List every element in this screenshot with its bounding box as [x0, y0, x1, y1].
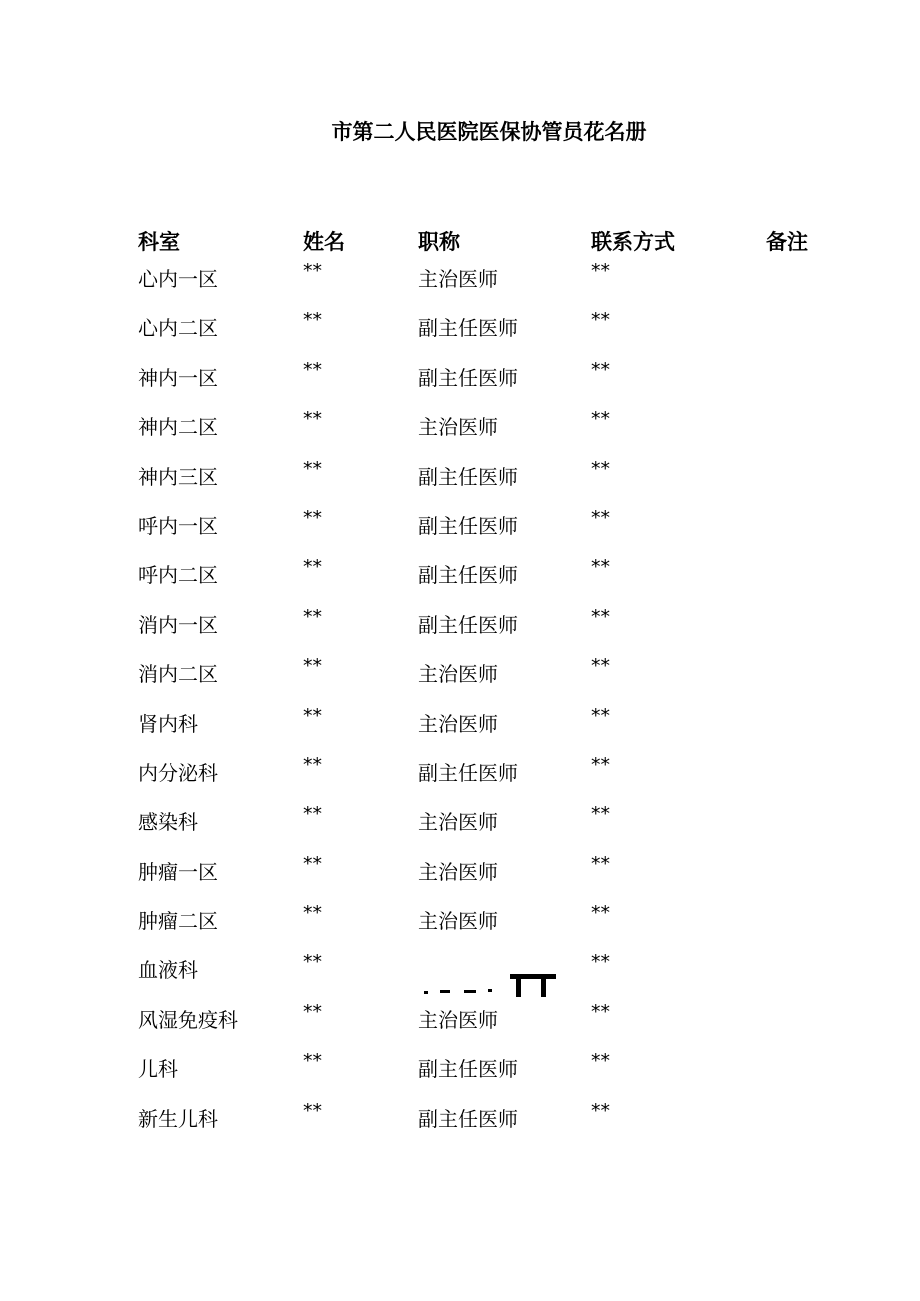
header-contact: 联系方式	[591, 230, 675, 254]
contact-cell: **	[591, 655, 610, 678]
title-cell: 副主任医师	[418, 513, 518, 538]
dept-cell: 血液科	[138, 958, 198, 983]
name-cell: **	[303, 605, 322, 628]
header-name: 姓名	[303, 230, 345, 254]
name-cell: **	[303, 753, 322, 776]
contact-cell: **	[591, 358, 610, 381]
dept-cell: 新生儿科	[138, 1106, 218, 1131]
contact-cell: **	[591, 753, 610, 776]
table-row	[0, 852, 920, 905]
title-cell: 副主任医师	[418, 760, 518, 785]
table-row	[0, 358, 920, 411]
name-cell: **	[303, 902, 322, 925]
contact-cell: **	[591, 408, 610, 431]
title-cell: 副主任医师	[418, 1057, 518, 1082]
title-cell: 副主任医师	[418, 316, 518, 341]
name-cell: **	[303, 1000, 322, 1023]
table-row	[0, 506, 920, 559]
title-cell: 主治医师	[418, 267, 498, 291]
contact-cell: **	[591, 1050, 610, 1073]
title-cell: 主治医师	[418, 1007, 498, 1032]
dept-cell: 风湿免疫科	[138, 1007, 238, 1032]
dept-cell: 神内二区	[138, 415, 218, 440]
dept-cell: 感染科	[138, 810, 198, 835]
name-cell: **	[303, 260, 322, 282]
name-cell: **	[303, 408, 322, 431]
contact-cell: **	[591, 556, 610, 579]
dept-cell: 神内三区	[138, 464, 218, 489]
name-cell: **	[303, 556, 322, 579]
contact-cell: **	[591, 260, 610, 282]
contact-cell: **	[591, 803, 610, 826]
page-title: 市第二人民医院医保协管员花名册	[331, 120, 647, 144]
name-cell: **	[303, 1050, 322, 1073]
header-title: 职称	[418, 230, 460, 254]
table-row	[0, 408, 920, 460]
contact-cell: **	[591, 309, 610, 332]
dept-cell: 呼内二区	[138, 563, 218, 588]
contact-cell: **	[591, 951, 610, 974]
dept-cell: 心内二区	[138, 316, 218, 341]
title-cell: 主治医师	[418, 859, 498, 884]
name-cell: **	[303, 457, 322, 480]
title-cell: 主治医师	[418, 711, 498, 736]
dept-cell: 呼内一区	[138, 513, 218, 538]
dept-cell: 神内一区	[138, 365, 218, 390]
table-row	[0, 1000, 920, 1053]
contact-cell: **	[591, 605, 610, 628]
header-note: 备注	[766, 230, 808, 254]
name-cell: **	[303, 1099, 322, 1122]
title-cell: 副主任医师	[418, 1106, 518, 1131]
contact-cell: **	[591, 1000, 610, 1023]
title-cell: 副主任医师	[418, 563, 518, 588]
table-row	[0, 1099, 920, 1152]
table-row	[0, 951, 920, 1003]
title-cell: 主治医师	[418, 415, 498, 440]
name-cell: **	[303, 951, 322, 974]
contact-cell: **	[591, 704, 610, 727]
table-row	[0, 902, 920, 954]
name-cell: **	[303, 506, 322, 529]
name-cell: **	[303, 309, 322, 332]
dept-cell: 肿瘤二区	[138, 909, 218, 934]
contact-cell: **	[591, 457, 610, 480]
dept-cell: 肾内科	[138, 711, 198, 736]
contact-cell: **	[591, 852, 610, 875]
dept-cell: 肿瘤一区	[138, 859, 218, 884]
table-row	[0, 753, 920, 806]
dept-cell: 消内二区	[138, 662, 218, 687]
table-body	[0, 260, 920, 1152]
title-cell: 副主任医师	[418, 464, 518, 489]
table-row	[0, 704, 920, 757]
dept-cell: 心内一区	[138, 267, 218, 291]
name-cell: **	[303, 803, 322, 826]
table-row	[0, 655, 920, 707]
title-cell: 主治医师	[418, 810, 498, 835]
title-cell: 副主任医师	[418, 612, 518, 637]
table-row	[0, 309, 920, 361]
title-cell: 主治医师	[418, 909, 498, 934]
name-cell: **	[303, 655, 322, 678]
contact-cell: **	[591, 1099, 610, 1122]
table-row	[0, 260, 920, 312]
contact-cell: **	[591, 902, 610, 925]
table-row	[0, 803, 920, 855]
table-row	[0, 556, 920, 608]
contact-cell: **	[591, 506, 610, 529]
table-row	[0, 605, 920, 658]
title-cell: 主治医师	[418, 662, 498, 687]
table-row	[0, 1050, 920, 1102]
dept-cell: 儿科	[138, 1057, 178, 1082]
name-cell: **	[303, 358, 322, 381]
table-header	[0, 226, 920, 254]
render-artifact	[418, 974, 558, 1000]
name-cell: **	[303, 704, 322, 727]
header-dept: 科室	[138, 230, 180, 254]
name-cell: **	[303, 852, 322, 875]
dept-cell: 消内一区	[138, 612, 218, 637]
table-row	[0, 457, 920, 510]
title-cell: 副主任医师	[418, 365, 518, 390]
dept-cell: 内分泌科	[138, 760, 218, 785]
